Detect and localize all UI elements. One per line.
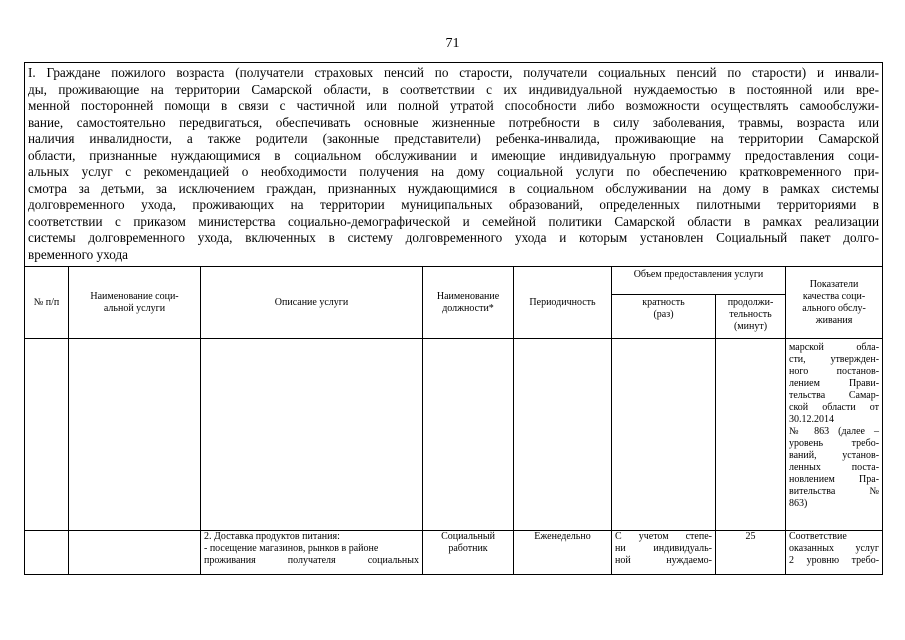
cell-num <box>25 531 69 575</box>
cell-description <box>201 339 423 531</box>
intro-line: альных услуг с рекомендацией о необходимости получения на дому социальной услуги по обеспечению кратковременного при- <box>28 164 880 179</box>
cell-service-name <box>69 339 201 531</box>
services-table <box>24 62 883 575</box>
header-row-1 <box>25 267 883 295</box>
intro-line: смотра за детьми, за исключением граждан, признанных нуждающимися в социальном обслуживании на дому в рамках системы <box>28 180 880 196</box>
cell-periodicity: Еженедельно <box>514 531 612 575</box>
header-position: Наименование должности* <box>423 267 514 339</box>
intro-line: ды, проживающие на территории Самарской области, в соответствии с их индивидуальной нуждаемостью в постоянной или вре- <box>28 81 880 97</box>
header-quality: Показатели качества соци- ального обслу- живания <box>786 267 883 339</box>
category-description <box>25 63 883 267</box>
cell-quality: марской обла- сти, утвержден- ного постанов- лением Прави- тельства Самар- ской области от 30.12.2014 № 863 (далее – уровень требо- ваний, установ- ленных поста- новлением Пра- вительства № 863) <box>786 339 883 531</box>
cell-quality: Соответствие оказанных услуг 2 уровню требо- <box>786 531 883 575</box>
intro-row <box>25 63 883 267</box>
intro-line: области, признанные нуждающимися в социальном обслуживании и имеющие индивидуальную программу предоставления соци- <box>28 147 880 163</box>
intro-line: I. Граждане пожилого возраста (получатели страховых пенсий по старости, получатели социальных пенсий по старости) и инвали- <box>28 65 880 80</box>
header-duration: продолжи- тельность (минут) <box>716 295 786 339</box>
cell-periodicity <box>514 339 612 531</box>
table-row <box>25 339 883 531</box>
intro-line: временного ухода <box>28 246 129 262</box>
page-number: 71 <box>445 36 460 51</box>
cell-frequency <box>612 339 716 531</box>
header-frequency: кратность (раз) <box>612 295 716 339</box>
cell-duration <box>716 339 786 531</box>
intro-line: соответствии с приказом министерства социально-демографической и семейной политики Самарской области в рамках реализации <box>28 213 880 229</box>
intro-line: наличия инвалидности, а также родители (законные представители) ребенка-инвалида, проживающие на территории Самарской <box>28 131 880 146</box>
cell-duration: 25 <box>716 531 786 575</box>
header-num: № п/п <box>25 267 69 339</box>
cell-frequency: С учетом степе- ни индивидуаль- ной нуждаемо- <box>612 531 716 575</box>
intro-line: долговременного ухода, проживающих на территории муниципальных образований, определенных пилотными территориями в <box>28 197 880 212</box>
header-description: Описание услуги <box>201 267 423 339</box>
cell-description: 2. Доставка продуктов питания: - посещение магазинов, рынков в районе проживания получателя социальных <box>201 531 423 575</box>
cell-num <box>25 339 69 531</box>
intro-line: системы долговременного ухода, включенных в систему долговременного ухода и которым установлен Социальный пакет долго- <box>28 230 880 245</box>
table-row <box>25 531 883 575</box>
header-service-name: Наименование соци- альной услуги <box>69 267 201 339</box>
intro-line: вание, самостоятельно передвигаться, обеспечивать основные жизненные потребности в силу заболевания, травмы, возраста или <box>28 114 880 130</box>
header-volume: Объем предоставления услуги <box>612 267 786 295</box>
cell-service-name <box>69 531 201 575</box>
header-periodicity: Периодичность <box>514 267 612 339</box>
intro-line: менной посторонней помощи в связи с частичной или полной утратой способности либо возможности осуществлять самообслужи- <box>28 98 880 113</box>
cell-position <box>423 339 514 531</box>
cell-position: Социальный работник <box>423 531 514 575</box>
